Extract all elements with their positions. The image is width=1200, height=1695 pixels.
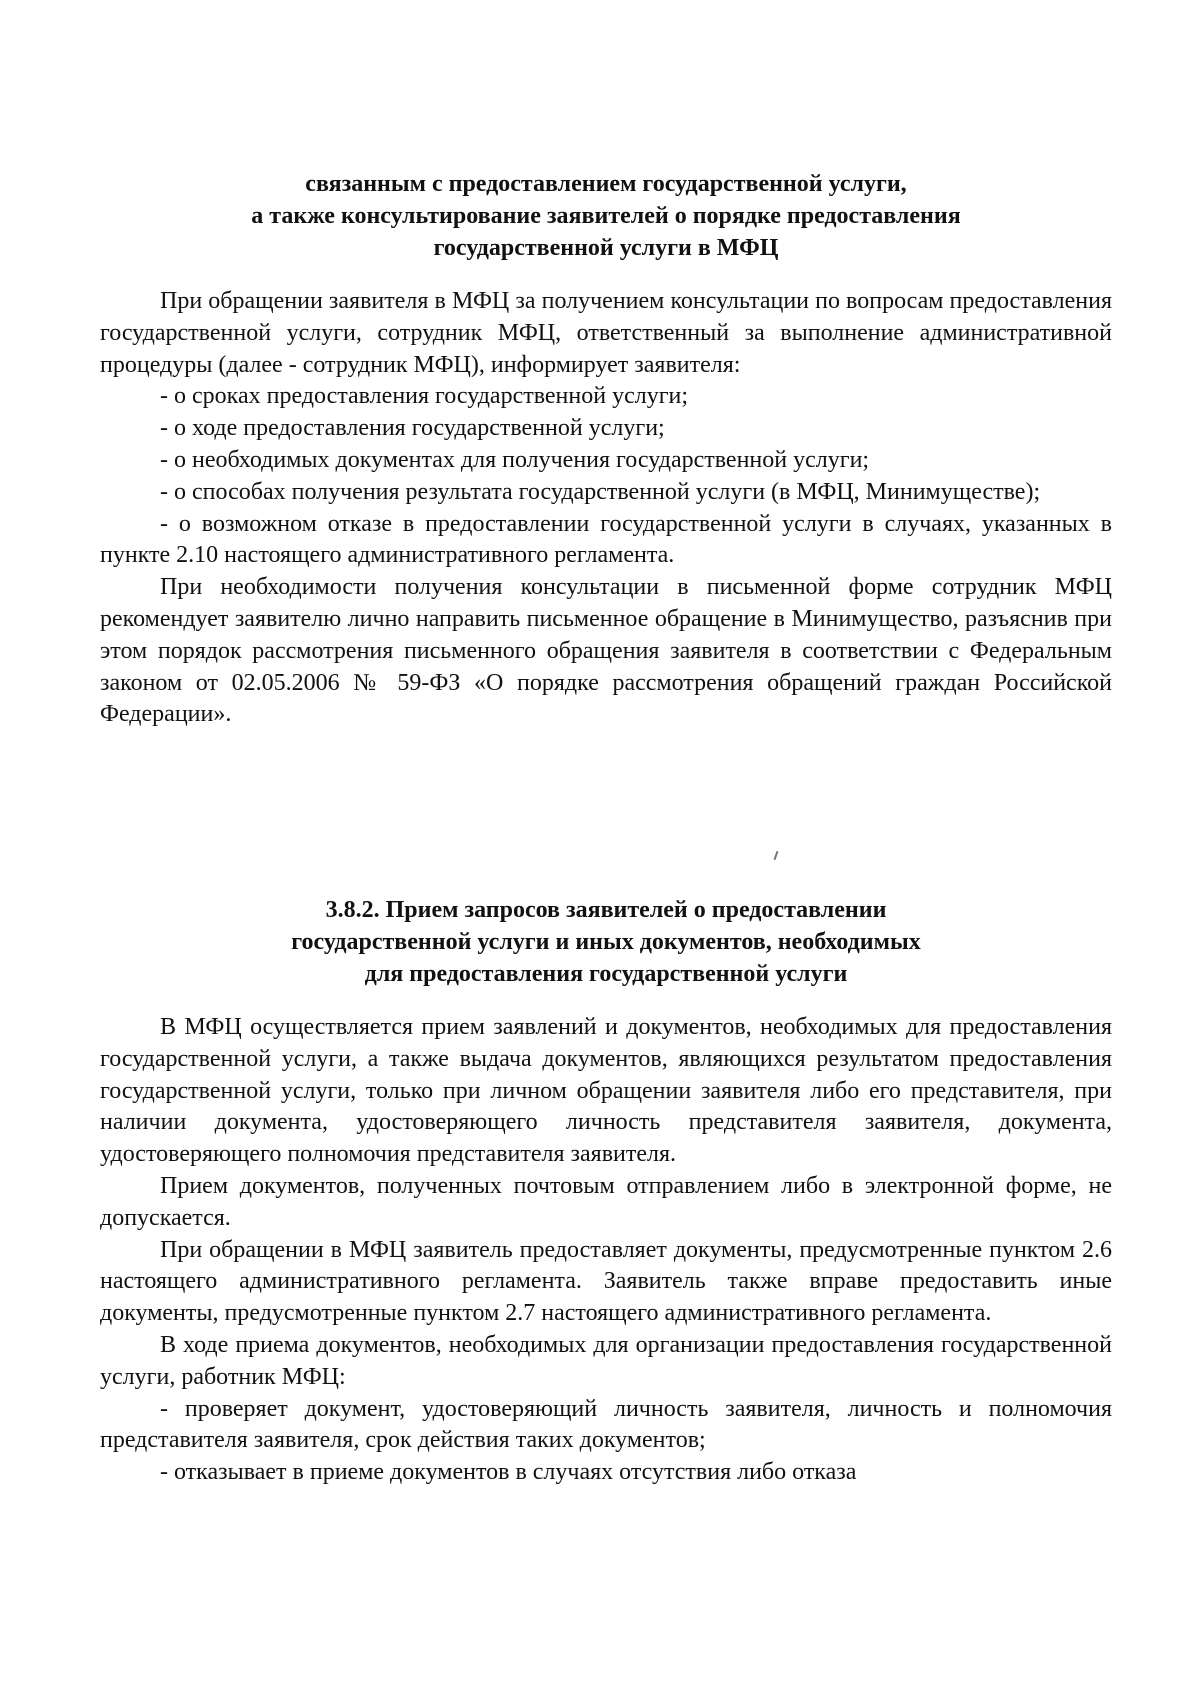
heading-line: государственной услуги в МФЦ	[433, 235, 779, 261]
consultation-body	[100, 286, 1112, 731]
heading-line: связанным с предоставлением государственной услуги,	[305, 171, 907, 197]
paragraph: В МФЦ осуществляется прием заявлений и документов, необходимых для предоставления государственной услуги, а также выдача документов, являющихся результатом предоставления государственной услуги, только при личном обращении заявителя либо его представителя, при наличии документа, удостоверяющего личность представителя заявителя, документа, удостоверяющего полномочия представителя заявителя.	[100, 1014, 1112, 1168]
list-item: - отказывает в приеме документов в случаях отсутствия либо отказа	[160, 1459, 857, 1486]
heading-line: а также консультирование заявителей о порядке предоставления	[251, 203, 961, 229]
stray-mark	[774, 851, 779, 860]
section-heading-consultation	[100, 168, 1112, 264]
list-item: - о сроках предоставления государственной услуги;	[160, 383, 689, 410]
paragraph: В ходе приема документов, необходимых для организации предоставления государственной услуги, работник МФЦ:	[100, 1331, 1112, 1390]
paragraph: При обращении в МФЦ заявитель предоставляет документы, предусмотренные пунктом 2.6 настоящего административного регламента. Заявитель также вправе предоставить иные документы, предусмотренные пунктом 2.7 настоящего административного регламента.	[100, 1236, 1112, 1327]
list-item: - о способах получения результата государственной услуги (в МФЦ, Минимуществе);	[160, 478, 1041, 505]
list-item: - проверяет документ, удостоверяющий личность заявителя, личность и полномочия представителя заявителя, срок действия таких документов;	[100, 1395, 1112, 1454]
section-heading-3-8-2	[100, 894, 1112, 990]
heading-line: государственной услуги и иных документов, необходимых	[291, 929, 921, 955]
list-item: - о возможном отказе в предоставлении государственной услуги в случаях, указанных в пункте 2.10 настоящего административного регламента.	[100, 510, 1112, 569]
list-item: - о необходимых документах для получения государственной услуги;	[160, 446, 870, 473]
list-item: - о ходе предоставления государственной услуги;	[160, 415, 665, 442]
paragraph: Прием документов, полученных почтовым отправлением либо в электронной форме, не допускается.	[100, 1172, 1112, 1231]
heading-line: для предоставления государственной услуги	[364, 961, 848, 987]
paragraph: При необходимости получения консультации в письменной форме сотрудник МФЦ рекомендует заявителю лично направить письменное обращение в Минимущество, разъяснив при этом порядок рассмотрения письменного обращения заявителя в соответствии с Федеральным законом от 02.05.2006 № 59-ФЗ «О порядке рассмотрения обращений граждан Российской Федерации».	[100, 574, 1112, 728]
heading-line: 3.8.2. Прием запросов заявителей о предоставлении	[325, 897, 887, 923]
paragraph: При обращении заявителя в МФЦ за получением консультации по вопросам предоставления государственной услуги, сотрудник МФЦ, ответственный за выполнение административной процедуры (далее - сотрудник МФЦ), информирует заявителя:	[100, 288, 1112, 378]
intake-body	[100, 1012, 1112, 1489]
